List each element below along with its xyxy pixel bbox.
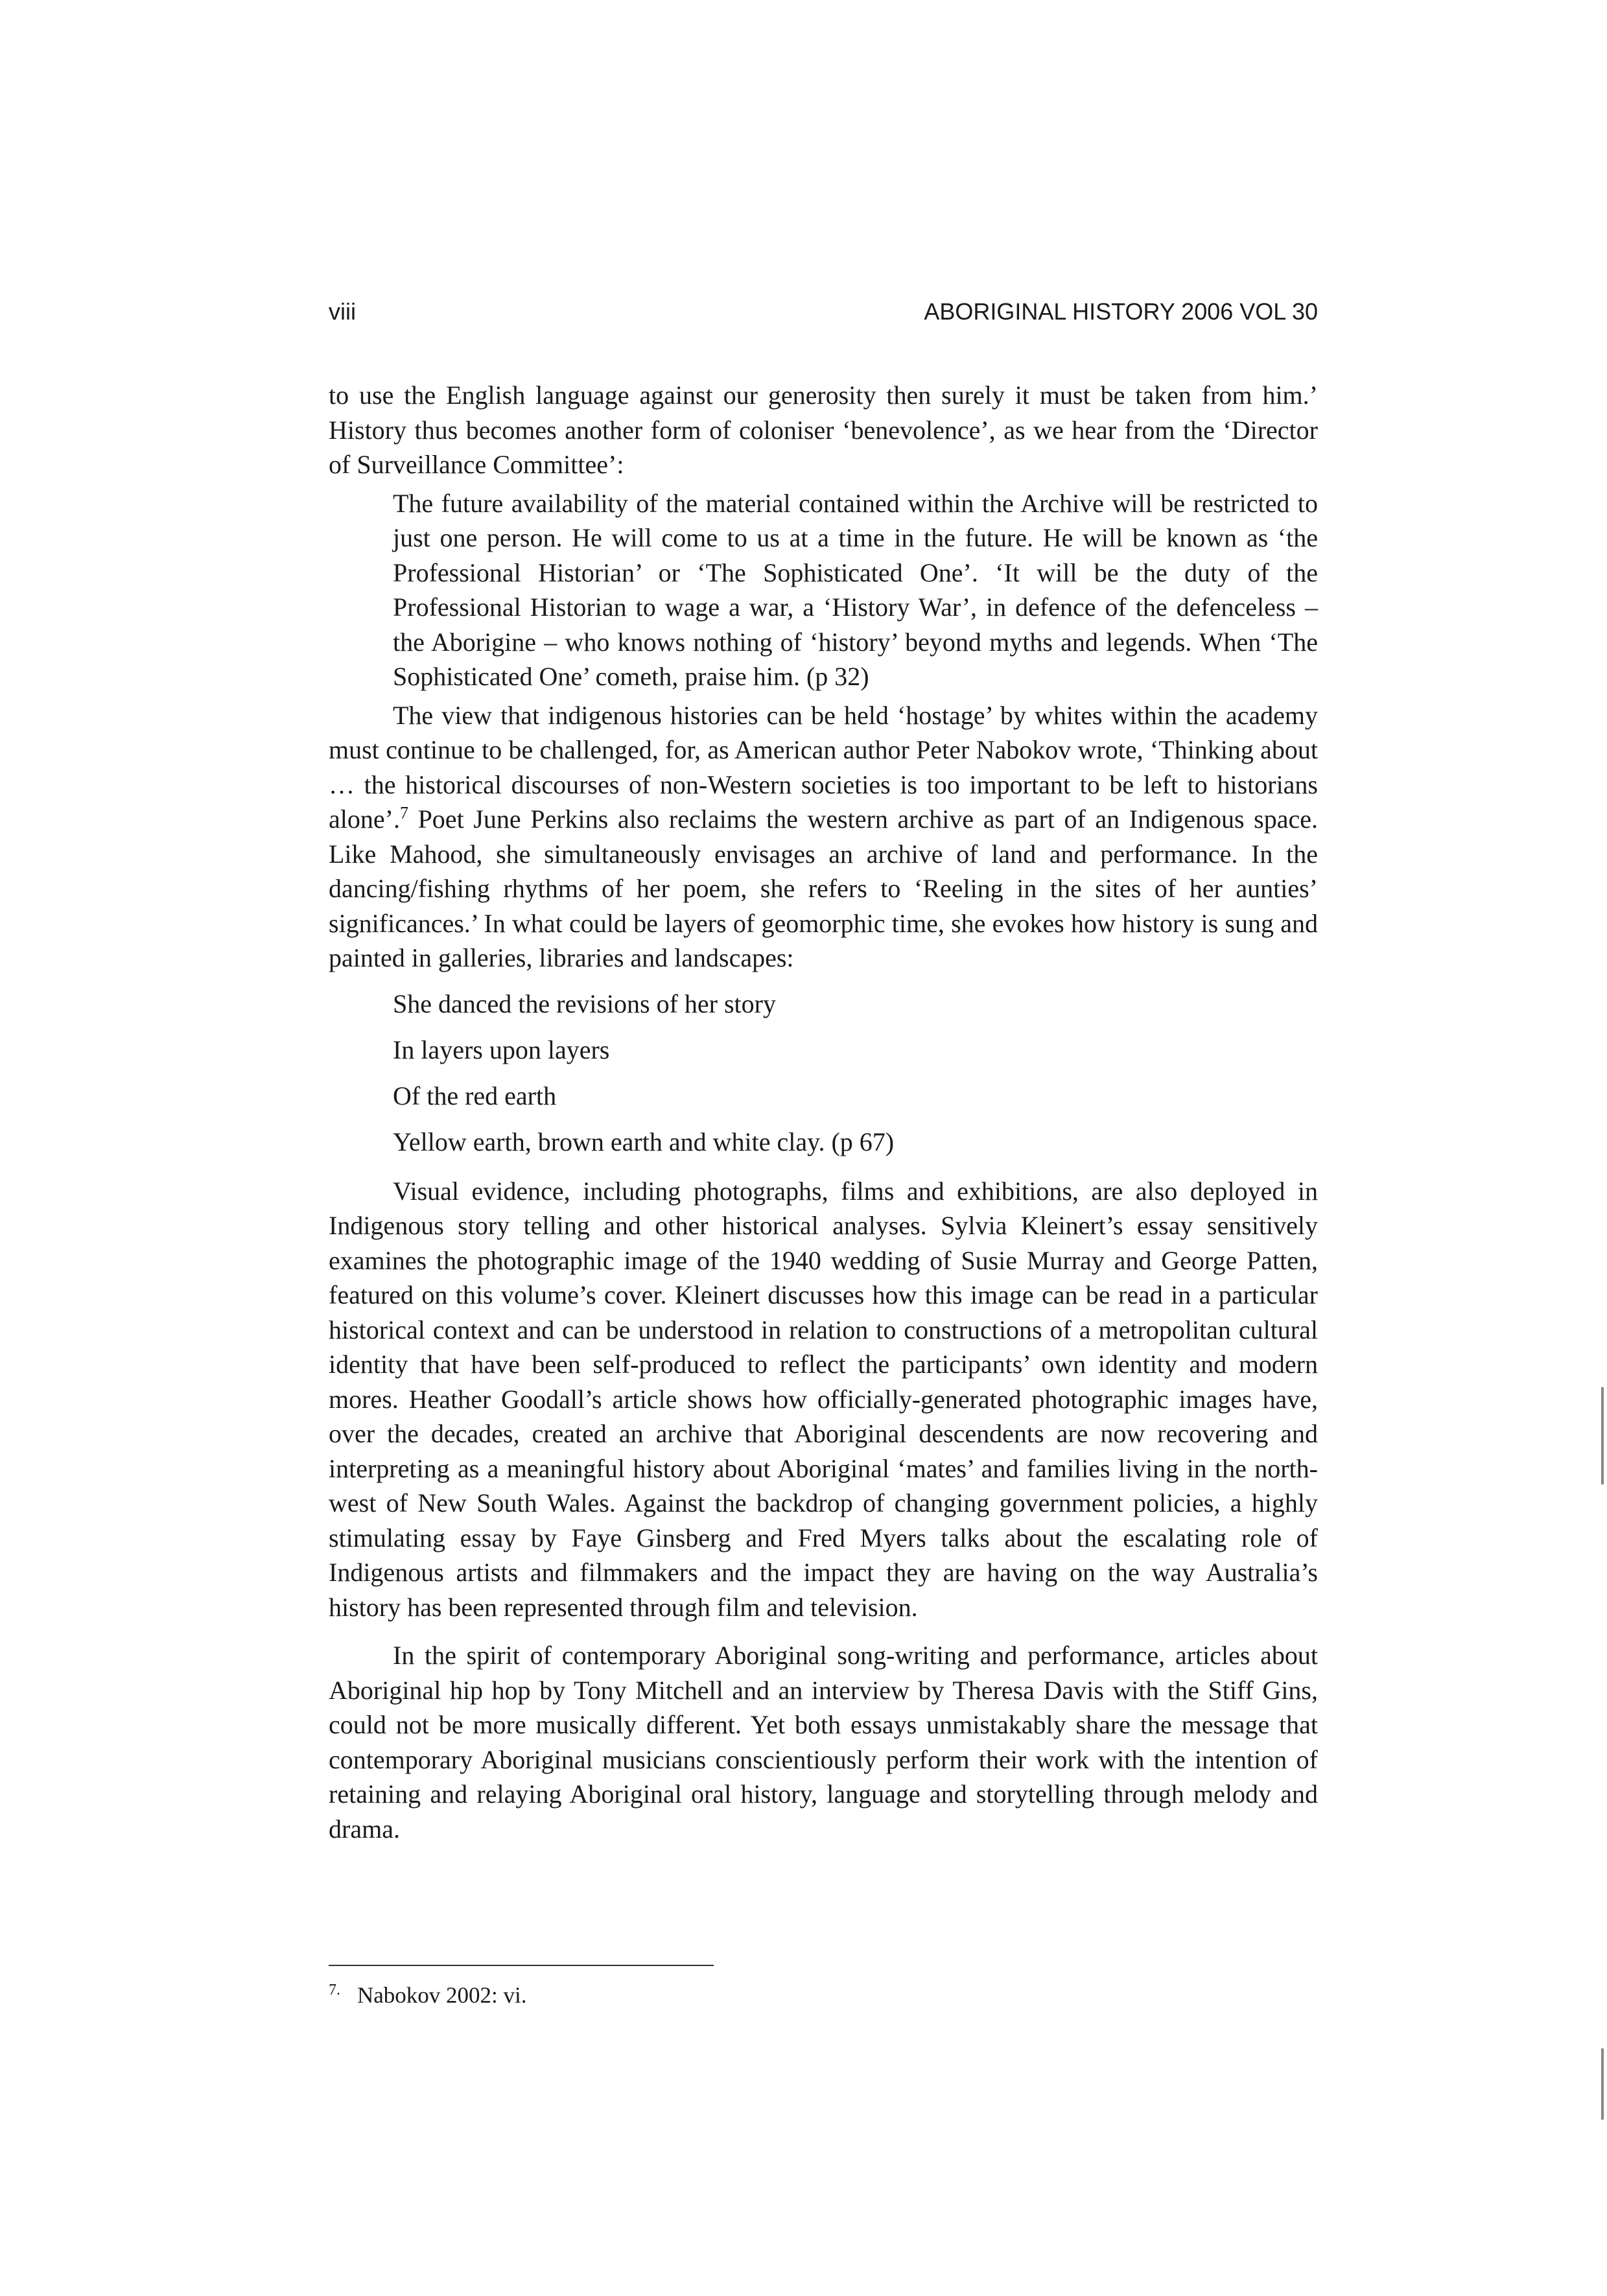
scan-edge-mark <box>1601 2048 1604 2120</box>
paragraph-continuation: to use the English language against our generosity then surely it must be taken from him.’ History thus becomes another form of coloniser ‘benevolence’, as we hear from the ‘Director of Surveillance Committee’: <box>329 381 1318 479</box>
footnote <box>329 1974 1318 2011</box>
footnote-number: 7. <box>329 1982 340 1998</box>
footnote-reference: 7 <box>399 803 408 823</box>
scan-edge-mark <box>1601 1387 1604 1484</box>
poem-line: She danced the revisions of her story <box>393 989 776 1018</box>
poem-line: Of the red earth <box>393 1081 557 1110</box>
footnote-divider <box>329 1965 714 1966</box>
paragraph-hip-hop: In the spirit of contemporary Aboriginal song-writing and performance, articles about Aboriginal hip hop by Tony Mitchell and an interview by Theresa Davis with the Stiff Gins, could not be more musically different. Yet both essays unmistakably share the message that contemporary Aboriginal musicians conscientiously perform their work with the intention of retaining and relaying Aboriginal oral history, language and storytelling through melody and drama. <box>329 1641 1318 1844</box>
paragraph-text-b: Poet June Perkins also reclaims the western archive as part of an Indigenous space. Like Mahood, she simultaneously envisages an archive of land and performance. In the dancing/fishing rhythms of her poem, she refers to ‘Reeling in the sites of her aunties’ significances.’ In what could be layers of geomorphic time, she evokes how history is sung and painted in galleries, libraries and landscapes: <box>329 804 1318 972</box>
running-title: ABORIGINAL HISTORY 2006 VOL 30 <box>924 298 1318 325</box>
paragraph-text-a: The view that indigenous histories can be held ‘hostage’ by whites within the academy must continue to be challenged, for, as American author Peter Nabokov wrote, ‘Thinking about … the historical discourses of non-Western societies is too important to be left to historians alone’. <box>329 700 1318 834</box>
paragraph-gap <box>329 1624 1318 1638</box>
poem-line: Yellow earth, brown earth and white clay. (p 67) <box>393 1127 895 1156</box>
block-quote: The future availability of the material contained within the Archive will be restricted to just one person. He will come to us at a time in the future. He will be known as ‘the Professional Historian’ or ‘The Sophisticated One’. ‘It will be the duty of the Professional Historian to wage a war, a ‘History War’, in defence of the defenceless – the Aborigine – who knows nothing of ‘history’ beyond myths and legends. When ‘The Sophisticated One’ cometh, praise him. (p 32) <box>393 488 1318 691</box>
poem-excerpt <box>393 981 1318 1165</box>
paragraph-nabokov <box>329 698 1318 976</box>
paragraph-visual-evidence: Visual evidence, including photographs, films and exhibitions, are also deployed in Indigenous story telling and other historical analyses. Sylvia Kleinert’s essay sensitively examines the photographic image of the 1940 wedding of Susie Murray and George Patten, featured on this volume’s cover. Kleinert discusses how this image can be read in a particular historical context and can be understood in relation to constructions of a metropolitan cultural identity that have been self-produced to reflect the participants’ own identity and modern mores. Heather Goodall’s article shows how officially-generated photographic images have, over the decades, created an archive that Aboriginal descendents are now recovering and interpreting as a meaningful history about Aboriginal ‘mates’ and families living in the north-west of New South Wales. Against the backdrop of changing government policies, a highly stimulating essay by Faye Ginsberg and Fred Myers talks about the escalating role of Indigenous artists and filmmakers and the impact they are having on the way Australia’s history has been represented through film and television. <box>329 1176 1318 1622</box>
body-text <box>329 378 1318 1846</box>
running-header <box>329 298 1318 337</box>
poem-line: In layers upon layers <box>393 1035 610 1064</box>
page-number: viii <box>329 298 356 325</box>
footnote-text: Nabokov 2002: vi. <box>357 1982 527 2008</box>
